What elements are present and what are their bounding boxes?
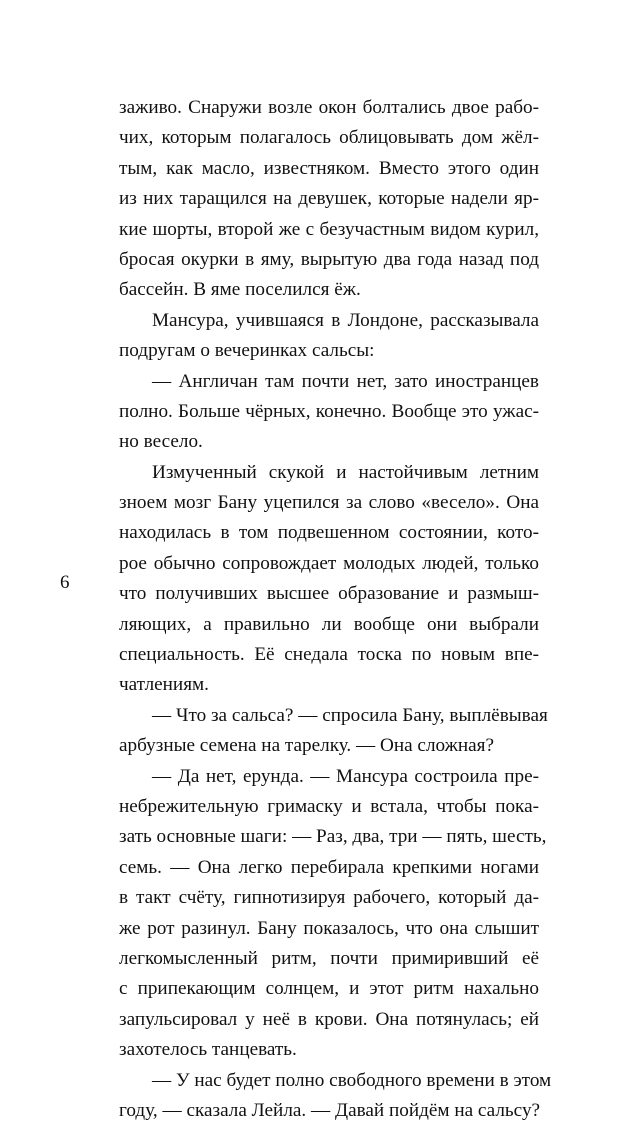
text-line: находилась в том подвешенном состоянии, кото-	[119, 522, 539, 544]
text-line: подругам о вечеринках сальсы:	[119, 340, 375, 362]
text-line: в такт счёту, гипнотизируя рабочего, который да-	[119, 887, 539, 909]
text-line: Мансура, учившаяся в Лондоне, рассказывала	[152, 309, 539, 331]
text-line: но весело.	[119, 431, 203, 453]
text-line: арбузные семена на тарелку. — Она сложная?	[119, 735, 495, 757]
text-line: зноем мозг Бану уцепился за слово «весело». Она	[119, 492, 539, 514]
text-line: специальность. Её снедала тоска по новым впе-	[119, 644, 539, 666]
text-line: зать основные шаги: — Раз, два, три — пять, шесть,	[119, 826, 547, 848]
text-line: заживо. Снаружи возле окон болтались двое рабо-	[119, 97, 539, 118]
text-line: — Да нет, ерунда. — Мансура состроила пре-	[152, 765, 539, 787]
text-line: семь. — Она легко перебирала крепкими ногами	[119, 856, 539, 878]
text-line: захотелось танцевать.	[119, 1039, 297, 1061]
text-line: из них таращился на девушек, которые надели яр-	[119, 188, 539, 210]
text-line: бросая окурки в яму, вырытую два года назад под	[119, 248, 539, 270]
text-line: — Что за сальса? — спросила Бану, выплёвывая	[152, 704, 548, 726]
text-line: чих, которым полагалось облицовывать дом жёл-	[119, 127, 539, 149]
body-text	[119, 93, 552, 1126]
text-line: легкомысленный ритм, почти примиривший её	[119, 947, 539, 969]
text-line: бассейн. В яме поселился ёж.	[119, 279, 361, 301]
text-line: же рот разинул. Бану показалось, что она слышит	[119, 917, 539, 939]
text-line: что получивших высшее образование и размыш-	[119, 583, 539, 605]
text-line: рое обычно сопровождает молодых людей, только	[119, 552, 539, 574]
text-line: с припекающим солнцем, и этот ритм нахально	[119, 978, 539, 1000]
text-line: Измученный скукой и настойчивым летним	[152, 461, 539, 483]
text-line: чатлениям.	[119, 674, 209, 696]
text-line: запульсировал у неё в крови. Она потянулась; ей	[119, 1008, 539, 1030]
text-line: небрежительную гримаску и встала, чтобы пока-	[119, 795, 539, 817]
text-line: полно. Больше чёрных, конечно. Вообще это ужас-	[119, 400, 539, 422]
text-line: кие шорты, второй же с безучастным видом курил,	[119, 218, 539, 240]
text-line: ляющих, а правильно ли вообще они выбрали	[119, 613, 539, 635]
text-line: тым, как масло, известняком. Вместо этого один	[119, 157, 539, 179]
text-line: году, — сказала Лейла. — Давай пойдём на сальсу?	[119, 1099, 541, 1121]
text-line: — Англичан там почти нет, зато иностранцев	[152, 370, 539, 392]
text-line: — У нас будет полно свободного времени в этом	[152, 1069, 552, 1091]
page-number: 6	[60, 572, 70, 593]
